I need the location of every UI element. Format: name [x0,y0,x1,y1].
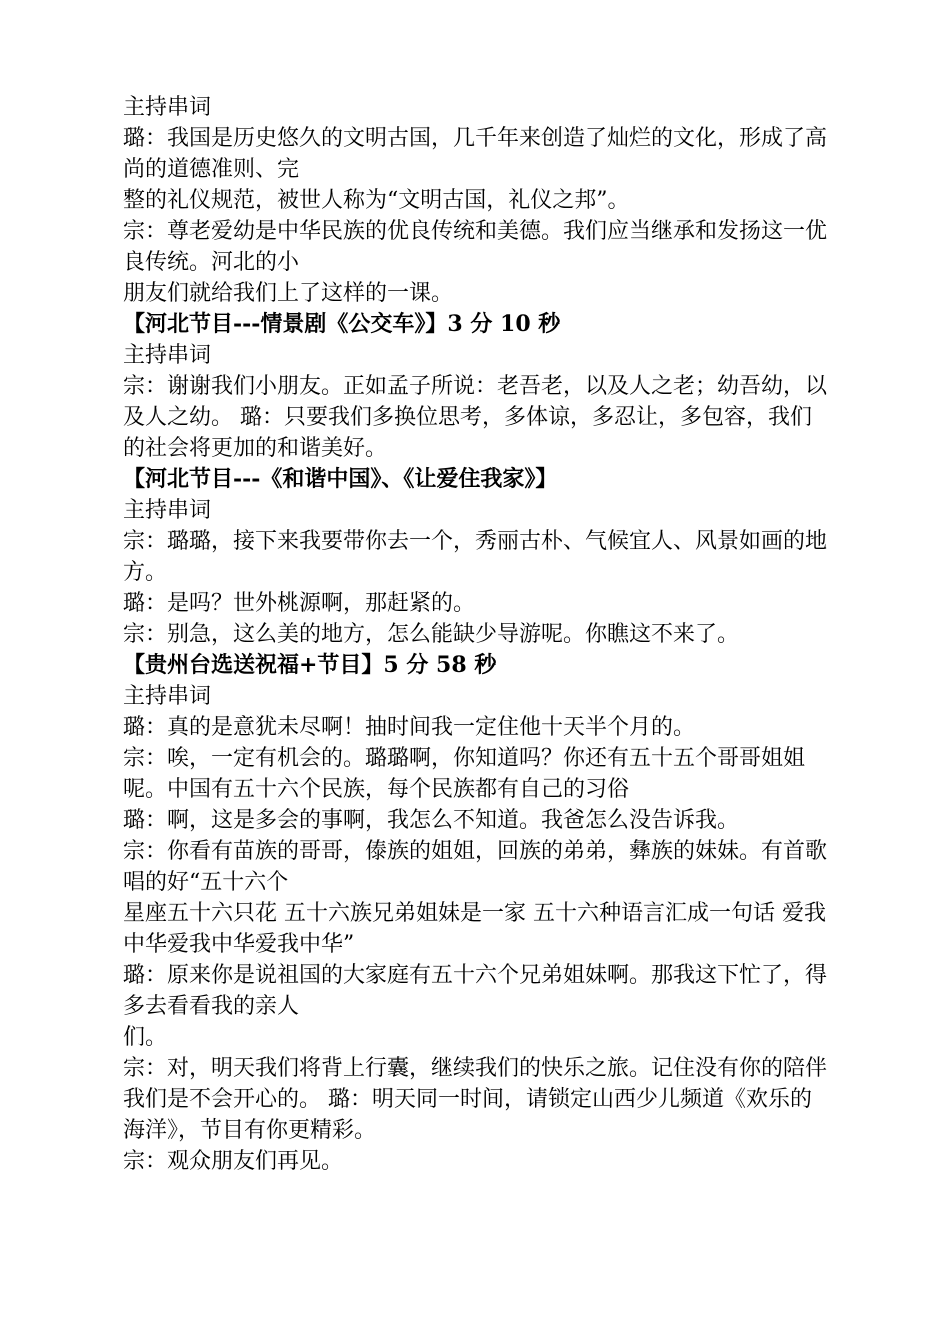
paragraph-line: 朋友们就给我们上了这样的一课。 [123,281,454,306]
paragraph-line: 主持串词 [123,498,212,523]
program-heading: 【贵州台选送祝福+节目】5 分 58 秒 [123,652,497,678]
document-page [116,92,828,1177]
program-heading: 【河北节目---情景剧《公交车》】3 分 10 秒 [123,311,561,337]
paragraph-line: 璐：是吗？世外桃源啊，那赶紧的。 [123,591,476,616]
paragraph-line: 宗：别急，这么美的地方，怎么能缺少导游呢。你瞧这不来了。 [123,622,740,647]
paragraph-line: 主持串词 [123,684,212,709]
paragraph-line: 璐：我国是历史悠久的文明古国，几千年来创造了灿烂的文化，形成了高尚的道德准则、完 [123,126,828,182]
paragraph-line: 宗：对，明天我们将背上行囊，继续我们的快乐之旅。记住没有你的陪伴我们是不会开心的。 璐：明天同一时间，请锁定山西少儿频道《欢乐的海洋》，节目有你更精彩。 [123,1056,828,1143]
paragraph-line: 主持串词 [123,343,212,368]
paragraph-line: 宗：谢谢我们小朋友。正如孟子所说：老吾老，以及人之老；幼吾幼，以及人之幼。 璐：只要我们多换位思考，多体谅，多忍让，多包容，我们的社会将更加的和谐美好。 [123,374,828,461]
paragraph-line: 星座五十六只花 五十六族兄弟姐妹是一家 五十六种语言汇成一句话 爱我中华爱我中华爱我中华” [123,901,826,957]
program-heading: 【河北节目---《和谐中国》、《让爱住我家》】 [123,466,558,492]
paragraph-line: 宗：观众朋友们再见。 [123,1149,344,1174]
paragraph-line: 整的礼仪规范，被世人称为“文明古国，礼仪之邦”。 [123,188,630,213]
paragraph-line: 宗：璐璐，接下来我要带你去一个，秀丽古朴、气候宜人、风景如画的地方。 [123,529,828,585]
paragraph-line: 宗：尊老爱幼是中华民族的优良传统和美德。我们应当继承和发扬这一优良传统。河北的小 [123,219,828,275]
paragraph-line: 们。 [123,1025,168,1050]
paragraph-line: 主持串词 [123,95,212,120]
paragraph-line: 璐：啊，这是多会的事啊，我怎么不知道。我爸怎么没告诉我。 [123,808,740,833]
paragraph-line: 璐：原来你是说祖国的大家庭有五十六个兄弟姐妹啊。那我这下忙了，得多去看看我的亲人 [123,963,828,1019]
paragraph-line: 宗：你看有苗族的哥哥，傣族的姐姐，回族的弟弟，彝族的妹妹。有首歌唱的好“五十六个 [123,839,828,895]
paragraph-line: 宗：唉，一定有机会的。璐璐啊，你知道吗？你还有五十五个哥哥姐姐呢。中国有五十六个民族，每个民族都有自己的习俗 [123,746,806,802]
paragraph-line: 璐：真的是意犹未尽啊！抽时间我一定住他十天半个月的。 [123,715,696,740]
